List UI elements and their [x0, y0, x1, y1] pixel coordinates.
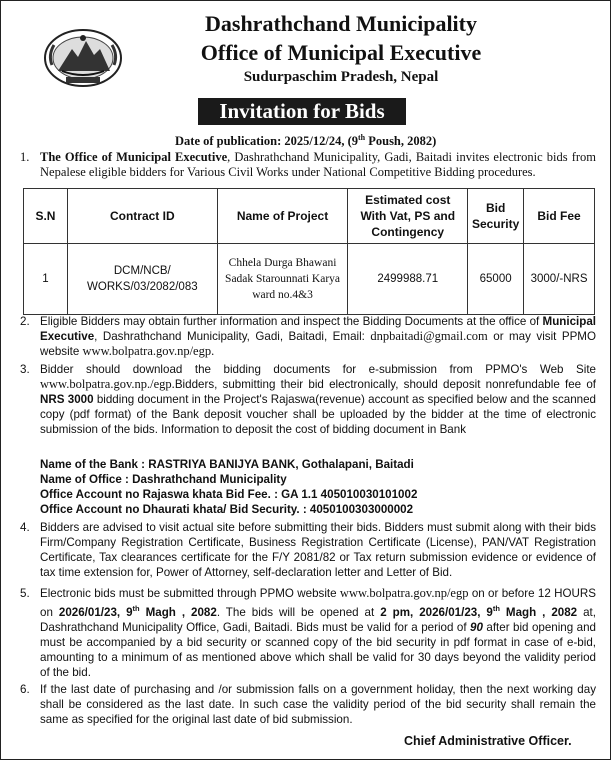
header-contract-id: Contract ID — [67, 189, 217, 244]
item-2-text: Eligible Bidders may obtain further information and inspect the Bidding Documents at the office of Municipal Executive, Dashrathchand Municipality, Gadi, Baitadi, Email: dnpbaitadi@gmail.com or may visit PPMO website www.bolpatra.gov.np/egp. — [40, 315, 596, 358]
header-project-name: Name of Project — [217, 189, 348, 244]
bank-details — [40, 457, 596, 517]
item-1-text: The Office of Municipal Executive, Dashrathchand Municipality, Gadi, Baitadi invites electronic bids from Nepalese eligible bidders for Various Civil Works under National Competitive Bidding procedures. — [40, 150, 596, 179]
table-row — [24, 244, 595, 315]
item-number: 1. — [20, 150, 30, 164]
item-number: 6. — [20, 683, 30, 696]
cell-contract-id: DCM/NCB/ WORKS/03/2082/083 — [67, 244, 217, 315]
account-bid-security: Office Account no Dhaurati khata/ Bid Security. : 4050100303000002 — [40, 503, 414, 516]
cell-bid-fee: 3000/-NRS — [524, 244, 595, 315]
bank-name: Name of the Bank : RASTRIYA BANIJYA BANK, Gothalapani, Baitadi — [40, 458, 414, 471]
website-link[interactable]: www.bolpatra.gov.np/egp — [339, 586, 469, 600]
cell-estimated-cost: 2499988.71 — [348, 244, 468, 315]
item-number: 3. — [20, 363, 30, 376]
website-link[interactable]: www.bolpatra.gov.np./egp. — [40, 377, 175, 391]
table-header-row — [24, 189, 595, 244]
province-title: Sudurpaschim Pradesh, Nepal — [243, 69, 439, 85]
office-name: Name of Office : Dashrathchand Municipality — [40, 473, 287, 486]
item-4-text: Bidders are advised to visit actual site before submitting their bids. Bidders must submit along with their bids Firm/Company Registration Certificate, Business Registration Certificate (License), PAN/VAT Registration Certificate, Tax clearances certificate for the F/Y 2081/82 or Tax return submission evidence or evidence of tax time extension for, Power of Attorney, self-declaration letter and Letter of Bid. — [40, 521, 596, 579]
cell-project-name: Chhela Durga Bhawani Sadak Starounnati Karya ward no.4&3 — [217, 244, 348, 315]
item-6-text: If the last date of purchasing and /or submission falls on a government holiday, then the next working day shall be considered as the last date. In such case the validity period of the bid security shall remain the same as specified for the original last date of bid submission. — [40, 683, 596, 726]
email-link[interactable]: dnpbaitadi@gmail.com — [370, 329, 488, 343]
item-number: 5. — [20, 587, 30, 600]
header-sn: S.N — [24, 189, 68, 244]
cell-bid-security: 65000 — [468, 244, 524, 315]
publication-date: Date of publication: 2025/12/24, (9th Poush, 2082) — [175, 133, 437, 149]
header-estimated-cost: Estimated cost With Vat, PS and Contingency — [348, 189, 468, 244]
signatory: Chief Administrative Officer. — [404, 734, 572, 748]
header-bid-security: Bid Security — [468, 189, 524, 244]
account-bid-fee: Office Account no Rajaswa khata Bid Fee. : GA 1.1 405010030101002 — [40, 488, 418, 501]
invitation-banner: Invitation for Bids — [198, 98, 406, 125]
municipality-title: Dashrathchand Municipality — [205, 11, 477, 36]
cell-sn: 1 — [24, 244, 68, 315]
item-number: 2. — [20, 315, 30, 328]
office-title: Office of Municipal Executive — [200, 40, 482, 65]
website-link[interactable]: www.bolpatra.gov.np/egp. — [82, 344, 215, 358]
bid-table — [23, 188, 595, 315]
item-5-text: Electronic bids must be submitted through PPMO website www.bolpatra.gov.np/egp on or before 12 HOURS on 2026/01/23, 9th Magh , 2082. The bids will be opened at 2 pm, 2026/01/23, 9th Magh , 2082 at, Dashrathchand Municipality Office, Gadi, Baitadi. Bids must be valid for a period of 90 after bid opening and must be accompanied by a bid security or scanned copy of the bid security in pdf format in case of e-bid, amounting to a minimum of as mentioned above which shall be valid for 30 days beyond the validity period of the bid. — [40, 586, 597, 679]
item-3-text: Bidder should download the bidding documents for e-submission from PPMO's Web Site www.bolpatra.gov.np./egp.Bidders, submitting their bid electronically, should deposit nonrefundable fee of NRS 3000 bidding document in the Project's Rajaswa(revenue) account as specified below and the scanned copy (pdf format) of the Bank deposit voucher shall be uploaded by the bidder at the time of electronic submission of the bids. Information to deposit the cost of bidding document in Bank — [40, 363, 596, 436]
item-number: 4. — [20, 521, 30, 534]
header-bid-fee: Bid Fee — [524, 189, 595, 244]
nepal-emblem-icon — [42, 27, 124, 89]
